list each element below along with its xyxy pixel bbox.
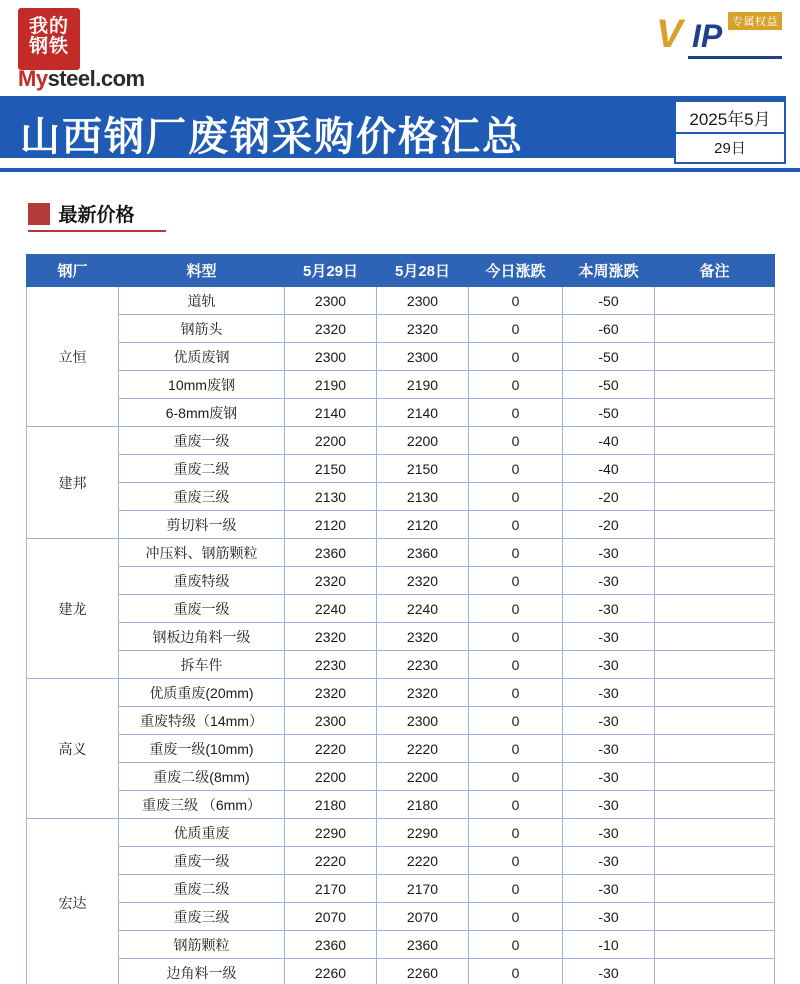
cell-note bbox=[655, 287, 775, 315]
cell-type: 重废特级 bbox=[119, 567, 285, 595]
cell-type: 10mm废钢 bbox=[119, 371, 285, 399]
cell-weekly-change: -50 bbox=[563, 371, 655, 399]
price-table bbox=[26, 254, 775, 984]
cell-price-today: 2140 bbox=[285, 399, 377, 427]
logo-line1: 我的 bbox=[28, 16, 69, 37]
cell-type: 优质重废 bbox=[119, 819, 285, 847]
cell-price-prev: 2070 bbox=[377, 903, 469, 931]
vip-underline bbox=[688, 56, 782, 59]
cell-note bbox=[655, 903, 775, 931]
cell-weekly-change: -30 bbox=[563, 539, 655, 567]
cell-type: 冲压料、钢筋颗粒 bbox=[119, 539, 285, 567]
mysteel-logo bbox=[18, 8, 145, 91]
cell-type: 优质重废(20mm) bbox=[119, 679, 285, 707]
cell-price-prev: 2230 bbox=[377, 651, 469, 679]
cell-price-today: 2260 bbox=[285, 959, 377, 984]
cell-weekly-change: -30 bbox=[563, 791, 655, 819]
cell-daily-change: 0 bbox=[469, 343, 563, 371]
cell-note bbox=[655, 959, 775, 984]
cell-price-today: 2220 bbox=[285, 735, 377, 763]
cell-price-prev: 2360 bbox=[377, 931, 469, 959]
cell-note bbox=[655, 707, 775, 735]
cell-price-today: 2360 bbox=[285, 931, 377, 959]
cell-daily-change: 0 bbox=[469, 287, 563, 315]
logo-wordmark bbox=[18, 66, 145, 92]
cell-daily-change: 0 bbox=[469, 623, 563, 651]
table-row bbox=[27, 427, 775, 455]
cell-price-today: 2200 bbox=[285, 427, 377, 455]
table-row bbox=[27, 651, 775, 679]
page-title: 山西钢厂废钢采购价格汇总 bbox=[20, 114, 524, 160]
cell-price-today: 2300 bbox=[285, 287, 377, 315]
vip-tag-label: 专属权益 bbox=[728, 12, 782, 30]
table-row bbox=[27, 819, 775, 847]
cell-weekly-change: -30 bbox=[563, 707, 655, 735]
cell-weekly-change: -20 bbox=[563, 483, 655, 511]
cell-weekly-change: -30 bbox=[563, 735, 655, 763]
table-row bbox=[27, 847, 775, 875]
cell-price-today: 2320 bbox=[285, 567, 377, 595]
logo-my: My bbox=[18, 66, 48, 91]
cell-type: 重废一级 bbox=[119, 847, 285, 875]
date-day: 29日 bbox=[714, 140, 746, 157]
cell-price-prev: 2120 bbox=[377, 511, 469, 539]
table-row bbox=[27, 595, 775, 623]
cell-daily-change: 0 bbox=[469, 707, 563, 735]
cell-type: 钢板边角料一级 bbox=[119, 623, 285, 651]
table-row bbox=[27, 791, 775, 819]
cell-price-prev: 2240 bbox=[377, 595, 469, 623]
cell-price-prev: 2220 bbox=[377, 735, 469, 763]
cell-type: 重废特级（14mm） bbox=[119, 707, 285, 735]
cell-price-today: 2130 bbox=[285, 483, 377, 511]
cell-note bbox=[655, 483, 775, 511]
cell-price-prev: 2300 bbox=[377, 287, 469, 315]
col-header-type: 料型 bbox=[119, 255, 285, 287]
section-underline bbox=[28, 230, 166, 232]
logo-line2: 钢铁 bbox=[28, 36, 69, 57]
section-heading: 最新价格 bbox=[58, 205, 135, 226]
cell-type: 重废二级 bbox=[119, 455, 285, 483]
cell-note bbox=[655, 623, 775, 651]
table-row bbox=[27, 399, 775, 427]
cell-note bbox=[655, 539, 775, 567]
cell-type: 重废一级 bbox=[119, 427, 285, 455]
logo-com: .com bbox=[95, 66, 145, 91]
cell-weekly-change: -40 bbox=[563, 455, 655, 483]
cell-price-prev: 2170 bbox=[377, 875, 469, 903]
cell-price-today: 2300 bbox=[285, 707, 377, 735]
table-row bbox=[27, 343, 775, 371]
cell-price-today: 2290 bbox=[285, 819, 377, 847]
cell-type: 剪切料一级 bbox=[119, 511, 285, 539]
cell-price-prev: 2200 bbox=[377, 763, 469, 791]
table-row bbox=[27, 315, 775, 343]
cell-weekly-change: -30 bbox=[563, 567, 655, 595]
cell-daily-change: 0 bbox=[469, 651, 563, 679]
table-row bbox=[27, 567, 775, 595]
cell-price-prev: 2140 bbox=[377, 399, 469, 427]
cell-price-prev: 2320 bbox=[377, 623, 469, 651]
cell-daily-change: 0 bbox=[469, 539, 563, 567]
cell-daily-change: 0 bbox=[469, 903, 563, 931]
cell-price-prev: 2300 bbox=[377, 343, 469, 371]
cell-daily-change: 0 bbox=[469, 315, 563, 343]
cell-type: 重废一级(10mm) bbox=[119, 735, 285, 763]
cell-daily-change: 0 bbox=[469, 819, 563, 847]
price-table-wrapper bbox=[26, 254, 774, 984]
cell-price-today: 2300 bbox=[285, 343, 377, 371]
table-row bbox=[27, 539, 775, 567]
cell-note bbox=[655, 371, 775, 399]
cell-type: 钢筋头 bbox=[119, 315, 285, 343]
cell-weekly-change: -30 bbox=[563, 651, 655, 679]
cell-weekly-change: -30 bbox=[563, 903, 655, 931]
cell-price-prev: 2260 bbox=[377, 959, 469, 984]
cell-daily-change: 0 bbox=[469, 483, 563, 511]
cell-price-prev: 2320 bbox=[377, 679, 469, 707]
table-row bbox=[27, 931, 775, 959]
table-row bbox=[27, 511, 775, 539]
cell-price-prev: 2320 bbox=[377, 567, 469, 595]
cell-weekly-change: -20 bbox=[563, 511, 655, 539]
table-header-row bbox=[27, 255, 775, 287]
cell-type: 道轨 bbox=[119, 287, 285, 315]
cell-note bbox=[655, 595, 775, 623]
cell-daily-change: 0 bbox=[469, 791, 563, 819]
cell-weekly-change: -10 bbox=[563, 931, 655, 959]
cell-weekly-change: -30 bbox=[563, 847, 655, 875]
date-box bbox=[674, 100, 786, 164]
col-header-weekly-change: 本周涨跌 bbox=[563, 255, 655, 287]
cell-daily-change: 0 bbox=[469, 763, 563, 791]
cell-mill: 宏达 bbox=[27, 819, 119, 984]
cell-mill: 建邦 bbox=[27, 427, 119, 539]
cell-note bbox=[655, 819, 775, 847]
cell-type: 6-8mm废钢 bbox=[119, 399, 285, 427]
cell-daily-change: 0 bbox=[469, 595, 563, 623]
cell-price-prev: 2360 bbox=[377, 539, 469, 567]
cell-price-prev: 2150 bbox=[377, 455, 469, 483]
col-header-date-today: 5月29日 bbox=[285, 255, 377, 287]
vip-badge bbox=[654, 10, 782, 68]
cell-weekly-change: -30 bbox=[563, 595, 655, 623]
cell-mill: 建龙 bbox=[27, 539, 119, 679]
cell-type: 重废二级(8mm) bbox=[119, 763, 285, 791]
cell-type: 重废二级 bbox=[119, 875, 285, 903]
vip-letter-v: V bbox=[656, 12, 683, 56]
cell-price-prev: 2190 bbox=[377, 371, 469, 399]
cell-type: 拆车件 bbox=[119, 651, 285, 679]
cell-note bbox=[655, 399, 775, 427]
cell-price-prev: 2300 bbox=[377, 707, 469, 735]
cell-weekly-change: -50 bbox=[563, 343, 655, 371]
cell-note bbox=[655, 791, 775, 819]
cell-daily-change: 0 bbox=[469, 455, 563, 483]
cell-daily-change: 0 bbox=[469, 427, 563, 455]
cell-price-today: 2120 bbox=[285, 511, 377, 539]
cell-note bbox=[655, 931, 775, 959]
section-marker-icon bbox=[28, 203, 50, 225]
cell-weekly-change: -50 bbox=[563, 287, 655, 315]
cell-price-prev: 2290 bbox=[377, 819, 469, 847]
section-latest-price bbox=[28, 200, 228, 232]
cell-price-today: 2320 bbox=[285, 315, 377, 343]
cell-price-today: 2220 bbox=[285, 847, 377, 875]
table-row bbox=[27, 287, 775, 315]
cell-price-today: 2070 bbox=[285, 903, 377, 931]
cell-daily-change: 0 bbox=[469, 371, 563, 399]
cell-weekly-change: -30 bbox=[563, 819, 655, 847]
cell-daily-change: 0 bbox=[469, 511, 563, 539]
table-row bbox=[27, 735, 775, 763]
logo-mark bbox=[18, 8, 80, 70]
header-divider bbox=[0, 168, 800, 172]
cell-note bbox=[655, 847, 775, 875]
cell-mill: 高义 bbox=[27, 679, 119, 819]
cell-type: 重废三级 bbox=[119, 483, 285, 511]
table-row bbox=[27, 875, 775, 903]
cell-type: 边角料一级 bbox=[119, 959, 285, 984]
cell-note bbox=[655, 427, 775, 455]
price-table-body bbox=[27, 287, 775, 984]
cell-daily-change: 0 bbox=[469, 875, 563, 903]
cell-note bbox=[655, 763, 775, 791]
cell-weekly-change: -60 bbox=[563, 315, 655, 343]
cell-weekly-change: -30 bbox=[563, 763, 655, 791]
cell-daily-change: 0 bbox=[469, 735, 563, 763]
cell-type: 重废一级 bbox=[119, 595, 285, 623]
cell-weekly-change: -30 bbox=[563, 875, 655, 903]
cell-type: 优质废钢 bbox=[119, 343, 285, 371]
cell-price-today: 2170 bbox=[285, 875, 377, 903]
cell-type: 重废三级 （6mm） bbox=[119, 791, 285, 819]
cell-note bbox=[655, 567, 775, 595]
cell-price-today: 2240 bbox=[285, 595, 377, 623]
cell-mill: 立恒 bbox=[27, 287, 119, 427]
cell-weekly-change: -30 bbox=[563, 679, 655, 707]
cell-price-prev: 2200 bbox=[377, 427, 469, 455]
cell-price-prev: 2180 bbox=[377, 791, 469, 819]
cell-weekly-change: -30 bbox=[563, 959, 655, 984]
cell-price-today: 2320 bbox=[285, 679, 377, 707]
cell-price-today: 2320 bbox=[285, 623, 377, 651]
cell-daily-change: 0 bbox=[469, 567, 563, 595]
cell-note bbox=[655, 511, 775, 539]
cell-weekly-change: -30 bbox=[563, 623, 655, 651]
table-row bbox=[27, 707, 775, 735]
cell-price-prev: 2220 bbox=[377, 847, 469, 875]
cell-type: 重废三级 bbox=[119, 903, 285, 931]
cell-daily-change: 0 bbox=[469, 847, 563, 875]
cell-weekly-change: -40 bbox=[563, 427, 655, 455]
cell-note bbox=[655, 455, 775, 483]
date-month: 2025年5月 bbox=[676, 102, 784, 134]
table-row bbox=[27, 959, 775, 984]
table-row bbox=[27, 483, 775, 511]
col-header-mill: 钢厂 bbox=[27, 255, 119, 287]
cell-price-today: 2360 bbox=[285, 539, 377, 567]
table-row bbox=[27, 455, 775, 483]
table-row bbox=[27, 763, 775, 791]
cell-price-today: 2230 bbox=[285, 651, 377, 679]
cell-note bbox=[655, 679, 775, 707]
cell-note bbox=[655, 651, 775, 679]
cell-price-prev: 2130 bbox=[377, 483, 469, 511]
cell-daily-change: 0 bbox=[469, 679, 563, 707]
cell-note bbox=[655, 315, 775, 343]
cell-note bbox=[655, 735, 775, 763]
cell-price-prev: 2320 bbox=[377, 315, 469, 343]
cell-daily-change: 0 bbox=[469, 399, 563, 427]
cell-price-today: 2190 bbox=[285, 371, 377, 399]
cell-type: 钢筋颗粒 bbox=[119, 931, 285, 959]
vip-letters-ip: IP bbox=[692, 18, 723, 54]
table-row bbox=[27, 623, 775, 651]
cell-daily-change: 0 bbox=[469, 959, 563, 984]
col-header-note: 备注 bbox=[655, 255, 775, 287]
cell-daily-change: 0 bbox=[469, 931, 563, 959]
cell-price-today: 2150 bbox=[285, 455, 377, 483]
cell-weekly-change: -50 bbox=[563, 399, 655, 427]
col-header-daily-change: 今日涨跌 bbox=[469, 255, 563, 287]
col-header-date-prev: 5月28日 bbox=[377, 255, 469, 287]
cell-note bbox=[655, 343, 775, 371]
table-row bbox=[27, 903, 775, 931]
cell-price-today: 2180 bbox=[285, 791, 377, 819]
cell-price-today: 2200 bbox=[285, 763, 377, 791]
cell-note bbox=[655, 875, 775, 903]
table-row bbox=[27, 371, 775, 399]
document-header bbox=[0, 0, 800, 172]
logo-steel: steel bbox=[47, 66, 96, 91]
title-banner bbox=[0, 96, 786, 158]
table-row bbox=[27, 679, 775, 707]
